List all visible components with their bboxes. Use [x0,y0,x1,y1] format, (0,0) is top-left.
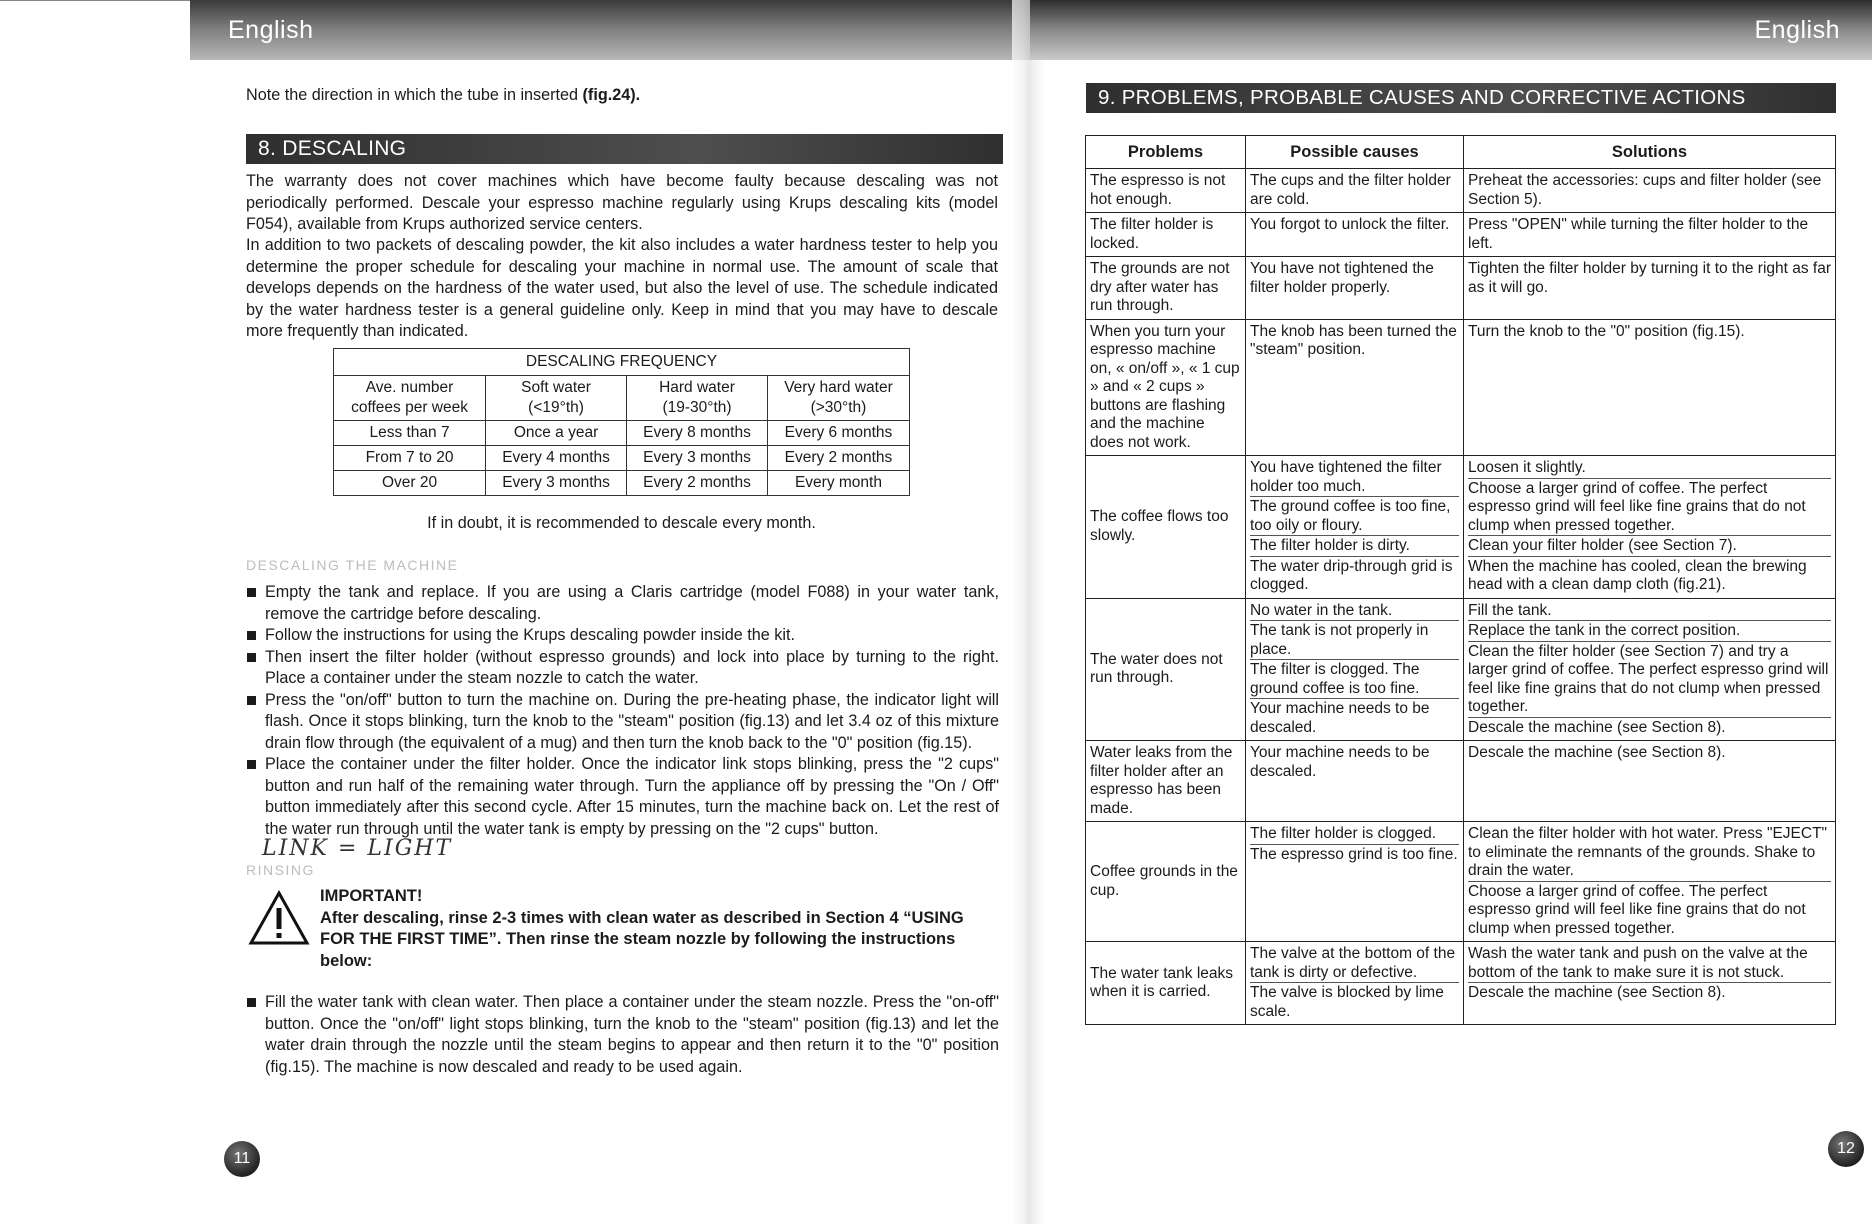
problem-cell: When you turn your espresso machine on, « on/off », « 1 cup » and « 2 cups » buttons are flashing and the machine does not work. [1086,319,1246,456]
cause-item: The valve at the bottom of the tank is dirty or defective. [1250,945,1456,981]
rinsing-steps [247,992,999,1078]
freq-header-cell [334,376,486,421]
col-header-causes: Possible causes [1246,136,1464,169]
cause-item: The tank is not properly in place. [1250,620,1459,659]
freq-header-cell [627,376,768,421]
causes-cell [1246,741,1464,822]
cause-item: The filter is clogged. The ground coffee is too fine. [1250,659,1459,698]
cause-item: No water in the tank. [1250,601,1393,619]
freq-cell: Every 8 months [627,421,768,446]
freq-cell: Over 20 [334,471,486,496]
solution-item: When the machine has cooled, clean the brewing head with a clean damp cloth (fig.21). [1468,556,1831,595]
problem-cell: The water tank leaks when it is carried. [1086,942,1246,1025]
problem-cell: Water leaks from the filter holder after an espresso has been made. [1086,741,1246,822]
causes-cell [1246,942,1464,1025]
causes-cell [1246,598,1464,741]
cause-item: The valve is blocked by lime scale. [1250,982,1459,1021]
left-language-label: English [228,16,314,44]
solution-item: Press "OPEN" while turning the filter holder to the left. [1468,216,1809,252]
section-title-descaling [246,134,1003,164]
handwritten-note: LINK = LIGHT [262,836,453,861]
solution-item: Fill the tank. [1468,601,1552,619]
solution-item: Clean your filter holder (see Section 7). [1468,535,1831,556]
troubleshooting-row [1086,213,1836,257]
right-header-band [1030,0,1872,60]
problem-cell: The filter holder is locked. [1086,213,1246,257]
col-header-solutions: Solutions [1464,136,1836,169]
solutions-cell [1464,942,1836,1025]
descaling-step: Place the container under the filter holder. Once the indicator link stops blinking, press the "2 cups" button and run half of the remaining water through. Turn the appliance off by pressing the "On / Off" button immediately after this second cycle. After 15 minutes, turn the machine back on. Let the rest of the water run through until the water tank is empty by pressing on the "2 cups" button. [247,754,999,840]
troubleshooting-row [1086,169,1836,213]
causes-cell [1246,319,1464,456]
freq-row [334,471,910,496]
cause-item: The cups and the filter holder are cold. [1250,172,1451,208]
troubleshooting-row [1086,257,1836,320]
solution-item: Replace the tank in the correct position. [1468,620,1831,641]
freq-header-cell [486,376,627,421]
freq-header-line: Soft water [521,379,591,396]
troubleshooting-row [1086,822,1836,942]
problem-cell: The grounds are not dry after water has run through. [1086,257,1246,320]
top-rule [0,0,190,1]
freq-header-line: (>30°th) [810,399,867,416]
freq-cell: From 7 to 20 [334,446,486,471]
solutions-cell [1464,741,1836,822]
table-note: If in doubt, it is recommended to descale every month. [427,514,816,532]
freq-header-line: Ave. number [365,379,454,396]
cause-item: You have tightened the filter holder too much. [1250,459,1442,495]
warning-icon [248,890,310,946]
descaling-step: Follow the instructions for using the Krups descaling powder inside the kit. [247,625,999,647]
freq-table-title: DESCALING FREQUENCY [334,349,910,376]
cause-item: The espresso grind is too fine. [1250,845,1458,863]
col-header-problems: Problems [1086,136,1246,169]
causes-cell [1246,213,1464,257]
intro-line [246,85,1006,107]
troubleshooting-row [1086,456,1836,599]
troubleshooting-row [1086,741,1836,822]
freq-header-line: Hard water [659,379,735,396]
freq-cell: Every 2 months [767,446,909,471]
freq-header-line: (<19°th) [528,399,584,416]
solution-item: Descale the machine (see Section 8). [1468,717,1831,738]
cause-item: Your machine needs to be descaled. [1250,698,1459,737]
solutions-cell [1464,169,1836,213]
solution-item: Tighten the filter holder by turning it to the right as far as it will go. [1468,260,1832,296]
troubleshooting-header-row [1086,136,1836,169]
problem-cell: The water does not run through. [1086,598,1246,741]
freq-header-cell [767,376,909,421]
freq-header-line: coffees per week [351,399,468,416]
solution-item: Wash the water tank and push on the valve at the bottom of the tank to make sure it is not stuck. [1468,945,1808,981]
solution-item: Descale the machine (see Section 8). [1468,982,1831,1003]
solution-item: Descale the machine (see Section 8). [1468,744,1726,761]
troubleshooting-row [1086,598,1836,741]
freq-cell: Every month [767,471,909,496]
problem-cell: Coffee grounds in the cup. [1086,822,1246,942]
cause-item: The filter holder is dirty. [1250,535,1459,556]
solutions-cell [1464,822,1836,942]
section-title-problems [1086,83,1836,113]
cause-item: The filter holder is clogged. [1250,825,1437,842]
descaling-step: Press the "on/off" button to turn the machine on. During the pre-heating phase, the indicator light will flash. Once it stops blinking, turn the knob to the "steam" position (fig.13) and let 3.4 oz of this mixture drain flow through (the equivalent of a mug) and then turn the knob back to the "0" position (fig.15). [247,690,999,755]
solution-item: Choose a larger grind of coffee. The perfect espresso grind will feel like fine grains that do not clump when pressed together. [1468,881,1831,939]
freq-cell: Less than 7 [334,421,486,446]
cause-item: The ground coffee is too fine, too oily or floury. [1250,496,1459,535]
troubleshooting-row [1086,319,1836,456]
solutions-cell [1464,598,1836,741]
solutions-cell [1464,456,1836,599]
descaling-step: Empty the tank and replace. If you are using a Claris cartridge (model F088) in your water tank, remove the cartridge before descaling. [247,582,999,625]
freq-cell: Once a year [486,421,627,446]
page-number-right: 12 [1828,1131,1864,1167]
freq-header-row [334,376,910,421]
freq-header-line: Very hard water [784,379,893,396]
subhead-descaling-machine: DESCALING THE MACHINE [246,557,459,573]
cause-item: The water drip-through grid is clogged. [1250,556,1459,595]
solution-item: Loosen it slightly. [1468,459,1586,476]
subhead-rinsing: RINSING [246,862,315,878]
freq-cell: Every 2 months [627,471,768,496]
cause-item: You have not tightened the filter holder properly. [1250,260,1434,296]
freq-cell: Every 4 months [486,446,627,471]
freq-cell: Every 3 months [627,446,768,471]
problem-cell: The coffee flows too slowly. [1086,456,1246,599]
troubleshooting-row [1086,942,1836,1025]
solution-item: Clean the filter holder (see Section 7) and try a larger grind of coffee. The perfect espresso grind will feel like fine grains that do not clump when pressed together. [1468,641,1831,717]
solution-item: Choose a larger grind of coffee. The perfect espresso grind will feel like fine grains that do not clump when pressed together. [1468,478,1831,536]
solution-item: Clean the filter holder with hot water. Press "EJECT" to eliminate the remnants of the grounds. Shake to drain the water. [1468,825,1828,879]
book-spine [1012,0,1046,1224]
freq-cell: Every 6 months [767,421,909,446]
freq-cell: Every 3 months [486,471,627,496]
important-text: After descaling, rinse 2-3 times with clean water as described in Section 4 “USING FOR THE FIRST TIME”. Then rinse the steam nozzle by following the instructions below: [320,908,964,970]
cause-item: Your machine needs to be descaled. [1250,744,1430,780]
solutions-cell [1464,319,1836,456]
problem-cell: The espresso is not hot enough. [1086,169,1246,213]
rinsing-step: Fill the water tank with clean water. Then place a container under the steam nozzle. Press the "on-off" button. Once the "on/off" light stops blinking, turn the knob to the "steam" position (fig.13) and let the water drain through the nozzle until the steam begins to appear and then return it to the "0" position (fig.15). The machine is now descaled and ready to be used again. [247,992,999,1078]
important-title: IMPORTANT! [320,887,423,905]
solution-item: Turn the knob to the "0" position (fig.15). [1468,322,1745,340]
important-notice [320,886,1000,972]
causes-cell [1246,456,1464,599]
freq-header-line: (19-30°th) [662,399,732,416]
para-kit: In addition to two packets of descaling powder, the kit also includes a water hardness tester to help you determine the proper schedule for descaling your machine in normal use. The amount of scale that develops depends on the hardness of the water used, but also the level of use. The schedule indicated by the water hardness tester is a general guideline only. Keep in mind that you may have to descale more frequently than indicated. [246,236,998,340]
freq-row [334,421,910,446]
descaling-steps [247,582,999,840]
cause-item: The knob has been turned the "steam" position. [1250,322,1457,358]
page-number-left: 11 [224,1141,260,1177]
right-language-label: English [1754,16,1840,44]
causes-cell [1246,257,1464,320]
solution-item: Preheat the accessories: cups and filter holder (see Section 5). [1468,172,1822,208]
section-title-text: 9. PROBLEMS, PROBABLE CAUSES AND CORRECTIVE ACTIONS [1098,86,1746,109]
section-title-text: 8. DESCALING [258,137,407,160]
intro-text: Note the direction in which the tube in inserted [246,86,579,104]
para-warranty: The warranty does not cover machines which have become faulty because descaling was not periodically performed. Descale your espresso machine regularly using Krups descaling kits (model F054), available from Krups authorized service centers. [246,172,998,233]
troubleshooting-table [1085,135,1836,1025]
descaling-step: Then insert the filter holder (without espresso grounds) and lock into place by turning to the right. Place a container under the steam nozzle to catch the water. [247,647,999,690]
intro-fig: (fig.24). [582,86,641,104]
descaling-frequency-table [333,348,910,496]
causes-cell [1246,169,1464,213]
left-header-band [190,0,1030,60]
solutions-cell [1464,257,1836,320]
freq-row [334,446,910,471]
solutions-cell [1464,213,1836,257]
cause-item: You forgot to unlock the filter. [1250,216,1450,233]
causes-cell [1246,822,1464,942]
